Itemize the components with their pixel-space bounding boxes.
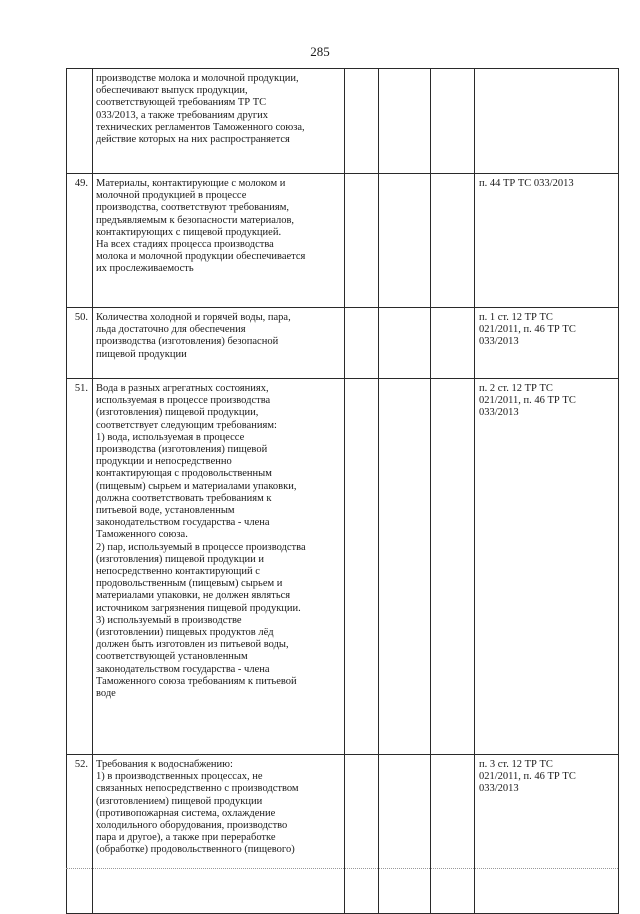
requirement-text-line: (изготовлении) пищевых продуктов лёд xyxy=(96,627,274,639)
regulation-reference-line: 033/2013 xyxy=(479,336,519,348)
requirement-text-line: холодильного оборудования, производство xyxy=(96,820,288,832)
regulation-reference xyxy=(475,379,619,755)
requirement-text-line: молока и молочной продукции обеспечивается xyxy=(96,251,306,263)
requirement-text-line: продовольственным (пищевым) сырьем и xyxy=(96,578,283,590)
requirement-text xyxy=(93,69,345,174)
requirement-text-line: должна соответствовать требованиям к xyxy=(96,492,272,504)
requirement-text-line: Материалы, контактирующие с молоком и xyxy=(96,178,286,189)
empty-cell-yes xyxy=(345,69,379,174)
empty-cell-na xyxy=(431,308,475,379)
regulation-reference xyxy=(475,69,619,174)
row-number: 49. xyxy=(67,174,93,308)
regulation-reference-line: п. 3 ст. 12 ТР ТС xyxy=(479,759,553,770)
requirement-text-line: (противопожарная система, охлаждение xyxy=(96,807,276,819)
regulation-reference xyxy=(475,174,619,308)
requirement-text-line: законодательством государства - члена xyxy=(96,517,270,529)
regulation-reference xyxy=(475,755,619,914)
requirement-text-line: (изготовления) пищевой продукции, xyxy=(96,407,259,419)
requirement-text-line: питьевой воде, установленным xyxy=(96,505,235,517)
requirement-text-line: (изготовлением) пищевой продукции xyxy=(96,795,263,807)
requirement-text-line: продукции и непосредственно xyxy=(96,456,232,468)
requirement-text-line: 2) пар, используемый в процессе производства xyxy=(96,541,306,553)
empty-cell-no xyxy=(379,174,431,308)
requirement-text-line: законодательством государства - члена xyxy=(96,663,270,675)
regulation-reference-line: 021/2011, п. 46 ТР ТС xyxy=(479,324,576,336)
requirement-text-line: действие которых на них распространяется xyxy=(96,134,290,146)
requirement-text-line: производства, соответствуют требованиям, xyxy=(96,202,289,214)
requirement-text xyxy=(93,308,345,379)
requirement-text-line: (изготовления) пищевой продукции и xyxy=(96,553,265,565)
requirement-text-line: 3) используемый в производстве xyxy=(96,614,242,626)
row-number: 50. xyxy=(67,308,93,379)
row-number: 52. xyxy=(67,755,93,914)
requirement-text-line: производства (изготовления) безопасной xyxy=(96,336,279,348)
regulation-reference-line: 033/2013 xyxy=(479,407,519,419)
requirement-text-line: (обработке) продовольственного (пищевого) xyxy=(96,844,295,856)
empty-cell-yes xyxy=(345,755,379,914)
requirement-text-line: 033/2013, а также требованиям других xyxy=(96,109,268,121)
empty-cell-yes xyxy=(345,308,379,379)
requirement-text-line: Таможенного союза требованиям к питьевой xyxy=(96,675,297,687)
requirement-text-line: пищевой продукции xyxy=(96,348,187,360)
requirement-text-line: обеспечивают выпуск продукции, xyxy=(96,85,248,97)
requirement-text xyxy=(93,174,345,308)
empty-cell-na xyxy=(431,379,475,755)
bottom-dotted-line xyxy=(66,868,618,870)
regulation-reference-line: п. 2 ст. 12 ТР ТС xyxy=(479,383,553,394)
table-row xyxy=(67,755,619,914)
regulation-reference-line: 033/2013 xyxy=(479,783,519,795)
empty-cell-no xyxy=(379,379,431,755)
requirement-text-line: молочной продукцией в процессе xyxy=(96,190,247,202)
regulation-reference-line: 021/2011, п. 46 ТР ТС xyxy=(479,771,576,783)
empty-cell-no xyxy=(379,69,431,174)
requirement-text-line: производстве молока и молочной продукции, xyxy=(96,73,299,84)
empty-cell-na xyxy=(431,69,475,174)
requirement-text-line: технических регламентов Таможенного союза, xyxy=(96,121,305,133)
regulation-reference-line: 021/2011, п. 46 ТР ТС xyxy=(479,395,576,407)
empty-cell-no xyxy=(379,755,431,914)
requirement-text-line: Вода в разных агрегатных состояниях, xyxy=(96,383,269,394)
requirement-text-line: Количества холодной и горячей воды, пара, xyxy=(96,312,291,323)
requirement-text-line: предъявляемым к безопасности материалов, xyxy=(96,214,295,226)
requirement-text xyxy=(93,755,345,914)
requirement-text-line: 1) в производственных процессах, не xyxy=(96,771,263,783)
requirement-text-line: соответствует следующим требованиям: xyxy=(96,419,277,431)
regulation-reference-line: п. 44 ТР ТС 033/2013 xyxy=(479,178,574,189)
empty-cell-yes xyxy=(345,174,379,308)
requirement-text-line: льда достаточно для обеспечения xyxy=(96,324,246,336)
empty-cell-na xyxy=(431,755,475,914)
requirement-text-line: Требования к водоснабжению: xyxy=(96,759,233,770)
requirement-text-line: воде xyxy=(96,688,116,700)
requirement-text-line: соответствующей установленным xyxy=(96,651,248,663)
empty-cell-no xyxy=(379,308,431,379)
requirement-text-line: материалами упаковки, не должен являться xyxy=(96,590,291,602)
requirement-text-line: контактирующая с продовольственным xyxy=(96,468,272,480)
requirement-text-line: их прослеживаемость xyxy=(96,263,194,275)
requirement-text-line: производства (изготовления) пищевой xyxy=(96,444,268,456)
table-row xyxy=(67,308,619,379)
requirement-text-line: должен быть изготовлен из питьевой воды, xyxy=(96,639,289,651)
table-row xyxy=(67,174,619,308)
requirements-table xyxy=(66,68,619,914)
empty-cell-na xyxy=(431,174,475,308)
requirement-text xyxy=(93,379,345,755)
regulation-reference xyxy=(475,308,619,379)
requirement-text-line: используемая в процессе производства xyxy=(96,395,271,407)
row-number: 51. xyxy=(67,379,93,755)
regulation-reference-line: п. 1 ст. 12 ТР ТС xyxy=(479,312,553,323)
requirement-text-line: Таможенного союза. xyxy=(96,529,188,541)
page-number: 285 xyxy=(310,44,330,59)
requirement-text-line: связанных непосредственно с производством xyxy=(96,783,299,795)
requirement-text-line: соответствующей требованиям ТР ТС xyxy=(96,97,267,109)
requirement-text-line: (пищевым) сырьем и материалами упаковки, xyxy=(96,480,297,492)
requirement-text-line: 1) вода, используемая в процессе xyxy=(96,431,245,443)
empty-cell-yes xyxy=(345,379,379,755)
table-row xyxy=(67,69,619,174)
requirements-table-body xyxy=(67,69,619,914)
requirement-text-line: контактирующих с пищевой продукцией. xyxy=(96,226,282,238)
row-number xyxy=(67,69,93,174)
requirement-text-line: непосредственно контактирующий с xyxy=(96,566,260,578)
requirement-text-line: На всех стадиях процесса производства xyxy=(96,239,274,251)
requirement-text-line: источником загрязнения пищевой продукции. xyxy=(96,602,301,614)
requirement-text-line: пара и другое), а также при переработке xyxy=(96,832,276,844)
table-row xyxy=(67,379,619,755)
